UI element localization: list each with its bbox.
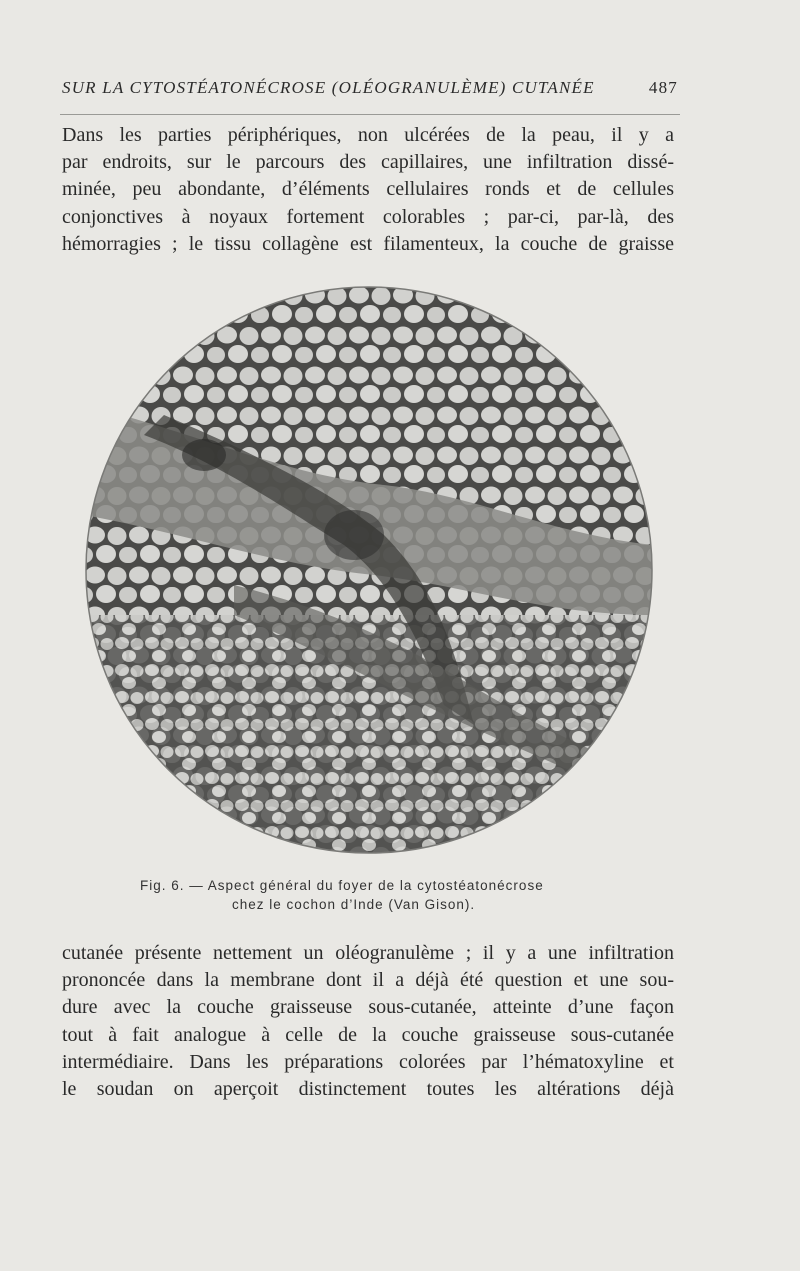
text-line: le soudan on aperçoit distinctement toutes les altérations déjà [62,1078,674,1101]
page-number: 487 [648,78,678,97]
running-title: SUR LA CYTOSTÉATONÉCROSE (OLÉOGRANULÈME) CUTANÉE [62,78,595,97]
text-line: cutanée présente nettement un oléogranulème ; il y a une infiltration [62,942,674,964]
caption-line: Fig. 6. — Aspect général du foyer de la cytostéatonécrose [140,878,544,893]
text-line: dure avec la couche graisseuse sous-cutanée, atteinte d’une façon [62,996,674,1019]
micrograph-figure [84,285,654,855]
text-line: par endroits, sur le parcours des capillaires, une infiltration dissé- [62,151,674,174]
text-line: intermédiaire. Dans les préparations colorées par l’hématoxyline et [62,1050,674,1073]
text-line: hémorragies ; le tissu collagène est filamenteux, la couche de graisse [62,232,674,255]
paragraph-top [62,122,674,258]
text-line: tout à fait analogue à celle de la couche graisseuse sous-cutanée [62,1023,674,1046]
text-line: prononcée dans la membrane dont il a déjà été question et une sou- [62,969,674,992]
caption-line: chez le cochon d’Inde (Van Gison). [232,897,476,912]
running-header [62,78,678,98]
text-line: conjonctives à noyaux fortement colorables ; par-ci, par-là, des [62,205,674,228]
paragraph-bottom [62,940,674,1103]
figure-caption [140,876,620,914]
text-line: Dans les parties périphériques, non ulcérées de la peau, il y a [62,124,674,146]
header-rule [60,114,680,115]
text-line: minée, peu abondante, d’éléments cellulaires ronds et de cellules [62,178,674,201]
